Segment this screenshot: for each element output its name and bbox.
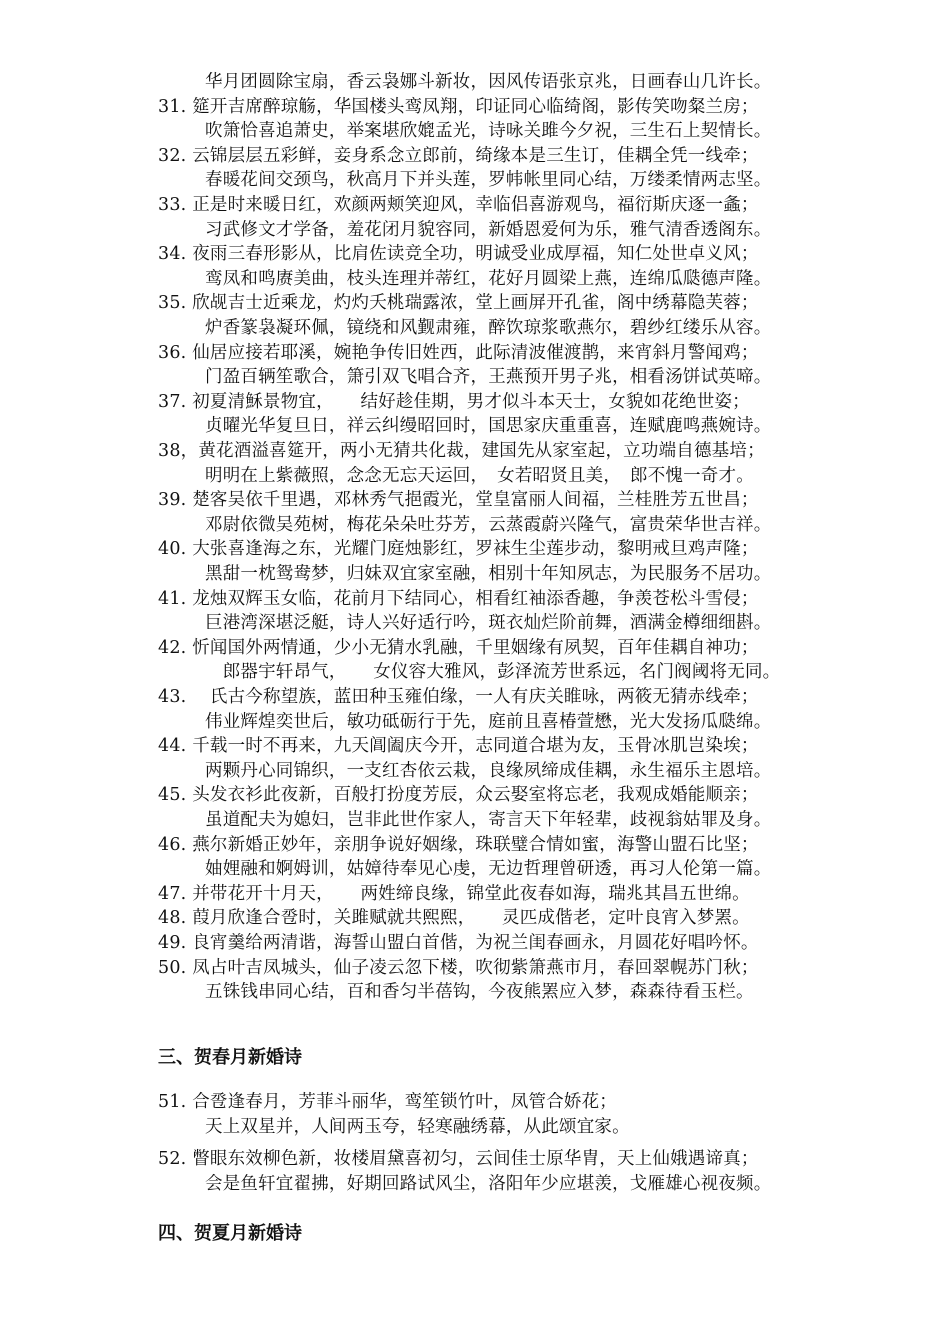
poem-line-continuation: 华月团圆除宝扇，香云袅娜斗新妆，因风传语张京兆，日画春山几许长。 [205,72,772,92]
poem-line-numbered: 34. 夜雨三春形影从，比肩佐读竞全功，明诚受业成厚福，知仁处世卓义风； [158,244,759,265]
poem-line-numbered: 45. 头发衣衫此夜新，百般打扮度芳辰，众云娶室将忘老，我观成婚能顺亲； [158,785,759,806]
poem-line-numbered: 50. 凤占叶吉凤城头，仙子凌云忽下楼，吹彻紫箫燕市月，春回翠幌苏门秋； [158,957,759,978]
poem-line-numbered: 49. 良宵羹给两清谐，海誓山盟白首偕，为祝兰闺春画永，月圆花好唱吟怀。 [158,933,759,953]
poem-line-numbered: 41. 龙烛双辉玉女临，花前月下结同心，相看红袖添香趣，争羡苍松斗雪侵； [158,588,759,609]
poem-line-numbered: 48. 葭月欣逢合卺时，关雎赋就共熙熙， 灵匹成偕老，定叶良宵入梦罴。 [158,908,750,929]
poem-line-continuation: 会是鱼轩宜翟拂，好期回路试风尘，洛阳年少应堪羡，戈雁雄心视夜频。 [205,1174,772,1194]
section-heading-summer: 四、贺夏月新婚诗 [158,1223,302,1244]
poem-line-numbered: 51. 合卺逢春月，芳菲斗丽华，鸾笙锁竹叶，凤管合娇花； [158,1092,617,1112]
poem-line-numbered: 31. 筵开吉席醉琼觞，华国楼头鸾凤翔，印证同心临绮阁，影传笑吻粲兰房； [158,96,759,117]
poem-line-continuation: 吹箫恰喜追萧史，举案堪欣媲孟光，诗咏关雎今夕祝，三生石上契情长。 [205,121,772,142]
poem-line-continuation: 伟业辉煌奕世后，敏功砥砺行于先，庭前且喜椿萱懋，光大发扬瓜瓞绵。 [205,711,772,732]
poem-line-continuation: 鸾凤和鸣赓美曲，枝头连理并蒂红，花好月圆梁上燕，连绵瓜瓞德声隆。 [205,268,772,289]
poem-line-numbered: 46. 燕尔新婚正妙年，亲朋争说好姻缘，珠联璧合情如蜜，海警山盟石比坚； [158,834,759,855]
section-heading-spring: 三、贺春月新婚诗 [158,1047,302,1068]
poem-line-continuation: 贞曜光华复旦日，祥云纠缦昭回时，国思家庆重重喜，连赋鹿鸣燕婉诗。 [205,416,772,437]
poem-line-continuation: 明明在上紫薇照，念念无忘天运回， 女若昭贤且美， 郎不愧一奇才。 [205,465,754,486]
poem-line-continuation: 门盈百辆笙歌合，箫引双飞唱合齐，王燕预开男子兆，相看汤饼试英啼。 [205,367,772,388]
poem-line-numbered: 42. 忻闻国外两情通，少小无猜水乳融，千里姻缘有夙契，百年佳耦自神功； [158,637,759,658]
poem-line-continuation: 邓尉依微吴苑树，梅花朵朵吐芬芳，云蒸霞蔚兴隆气，富贵荣华世吉祥。 [205,514,772,535]
poem-line-continuation: 春暖花间交颈鸟，秋高月下并头莲，罗帏帐里同心结，万缕柔情两志坚。 [205,170,772,191]
poem-line-numbered: 32. 云锦层层五彩鲜，妾身系念立郎前，绮缘本是三生订，佳耦全凭一线牵； [158,145,759,166]
poem-line-continuation: 虽道配夫为媳妇，岂非此世作家人，寄言天下年轻辈，歧视翁姑罪及身。 [205,810,772,830]
poem-line-numbered: 39. 楚客吴依千里遇，邓林秀气挹霞光，堂皇富丽人间福，兰桂胜芳五世昌； [158,490,759,511]
poem-line-continuation: 黑甜一枕鸳鸯梦，归妹双宜家室融，相别十年知夙志，为民服务不居功。 [205,564,772,584]
poem-line-numbered: 36. 仙居应接若耶溪，婉艳争传旧姓西，此际清波催渡鹊，来宵斜月警闻鸡； [158,342,759,363]
poem-line-continuation: 郎器宇轩昂气， 女仪容大雅风，彭泽流芳世系远，名门阀阈将无同。 [205,662,781,683]
poem-line-numbered: 37. 初夏清穌景物宜， 结好趁佳期，男才似斗本天士，女貌如花绝世姿； [158,391,750,412]
poem-line-continuation: 妯娌融和婀姆训，姑嫜待奉见心虔，无边哲理曾研透，再习人伦第一篇。 [205,859,772,880]
poem-line-numbered: 35. 欣觇吉士近乘龙，灼灼夭桃瑞露浓，堂上画屏开孔雀，阁中绣幕隐芙蓉； [158,293,759,314]
poem-line-numbered: 44. 千载一时不再来，九天阊阖庆今开，志同道合堪为友，玉骨冰肌岂染埃； [158,736,759,757]
poem-line-numbered: 52. 瞥眼东效柳色新，妆楼眉黛喜初匀，云间佳士原华胄，天上仙娥遇谛真； [158,1149,759,1169]
poem-line-continuation: 习武修文才学备，羞花闭月貌容同，新婚恩爱何为乐，雅气清香透阁东。 [205,219,772,240]
poem-line-continuation: 巨港湾深堪泛艇，诗人兴好适行吟，斑衣灿烂阶前舞，酒满金樽细细斟。 [205,613,772,634]
poem-line-numbered: 43. 氏古今称望族，蓝田种玉雍伯缘，一人有庆关睢咏，两筱无猜赤线牵； [158,687,759,707]
poem-line-continuation: 天上双星并，人间两玉夸，轻寒融绣幕，从此颂宜家。 [205,1117,630,1137]
poem-line-continuation: 炉香篆袅凝环佩，镜绕和风觐肃雍，醉饮琼浆歌燕尔，碧纱红缕乐从容。 [205,318,772,338]
poem-line-continuation: 两颗丹心同锦织，一支红杏依云栽，良缘夙缔成佳耦，永生福乐主恩培。 [205,760,772,781]
poem-line-continuation: 五铢钱串同心结，百和香匀半蓓钩，今夜熊罴应入梦，森森待看玉栏。 [205,982,754,1003]
poem-line-numbered: 40. 大张喜逢海之东，光耀门庭烛影红，罗袜生尘莲步动，黎明戒旦鸡声隆； [158,539,759,560]
poem-line-numbered: 47. 并带花开十月天， 两姓缔良缘，锦堂此夜春如海，瑞兆其昌五世绵。 [158,883,750,904]
poem-line-numbered: 38，黄花酒溢喜筵开，两小无猜共化裁，建国先从家室起，立功端自德基培； [158,441,765,461]
poem-line-numbered: 33. 正是时来暖日红，欢颜两颊笑迎风，幸临侣喜游观鸟，福衍斯庆逐一螽； [158,195,759,215]
